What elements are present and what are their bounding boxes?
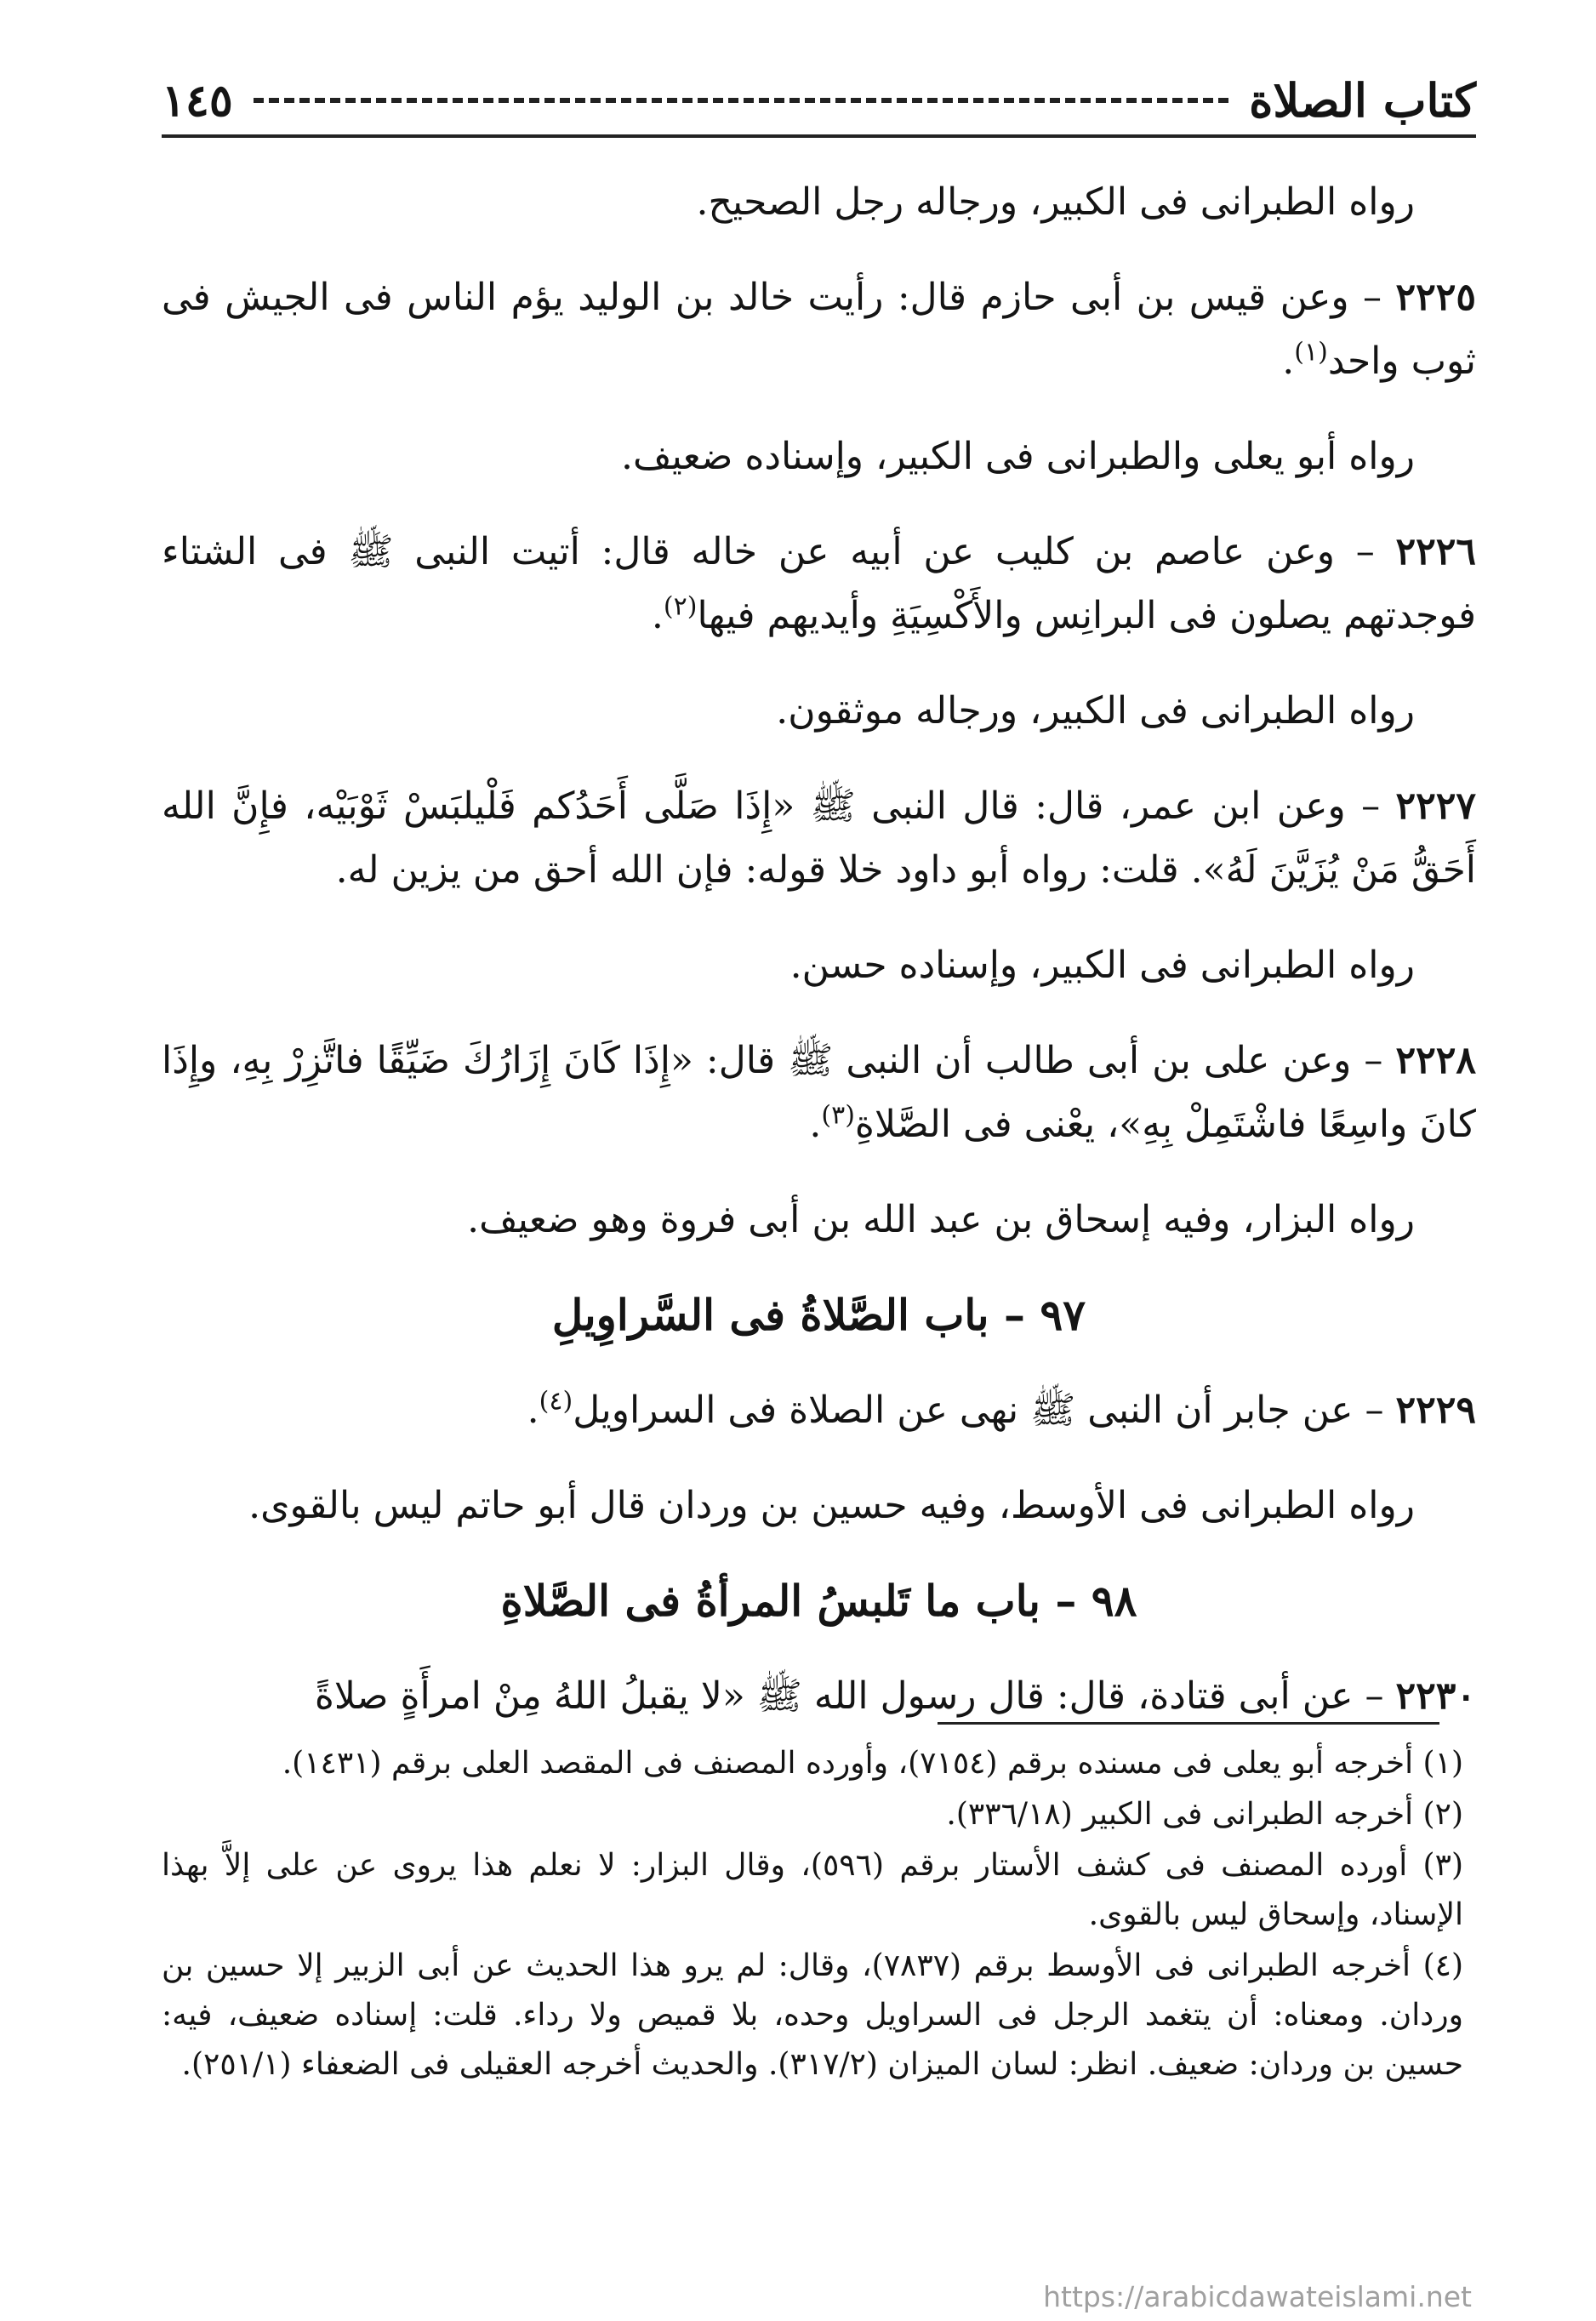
chapter-heading-97: ٩٧ – باب الصَّلاةُ فى السَّراوِيلِ	[551, 1290, 1086, 1340]
hadith-2229: ٢٢٢٩ – عن جابر أن النبى ﷺ نهى عن الصلاة فى السراويل$^{(٤)}$.	[527, 1386, 1476, 1432]
hadith-number: ٢٢٢٥	[1395, 276, 1476, 319]
source-note: رواه الطبرانى فى الأوسط، وفيه حسين بن وردان قال أبو حاتم ليس بالقوى.	[248, 1484, 1415, 1527]
watermark-url: https://arabicdawateislami.net	[1043, 2280, 1472, 2313]
chapter-heading-98: ٩٨ – باب ما تَلبسُ المرأةُ فى الصَّلاةِ	[500, 1576, 1137, 1626]
footnote-ref: (٢)	[663, 591, 698, 622]
hadith-number: ٢٢٣٠	[1395, 1674, 1476, 1718]
footnote-ref: (٤)	[539, 1386, 573, 1417]
source-note: رواه الطبرانى فى الكبير، ورجاله رجل الصحيح.	[696, 180, 1415, 224]
hadith-text: – وعن ابن عمر، قال: قال النبى ﷺ «إِذَا صَلَّى أَحَدُكم فَلْيلبَسْ ثَوْبَيْه، فإِنَّ الله أَحَقُّ مَنْ يُزَيَّنَ لَهُ». قلت: رواه أبو داود خلا قوله: فإن الله أحق من يزين له.	[162, 784, 1476, 892]
footnotes	[162, 1739, 1463, 2091]
main-text	[162, 170, 1476, 1759]
source-note: رواه أبو يعلى والطبرانى فى الكبير، وإسناده ضعيف.	[620, 435, 1415, 478]
hadith-2226: ٢٢٢٦ – وعن عاصم بن كليب عن أبيه عن خاله قال: أتيت النبى ﷺ فى الشتاء فوجدتهم يصلون فى البرانِس والأَكْسِيَةِ وأيديهم فيها$^{(٢)}$.	[162, 530, 1476, 637]
hadith-number: ٢٢٢٦	[1395, 530, 1476, 573]
hadith-number: ٢٢٢٩	[1395, 1389, 1476, 1432]
hadith-2225: ٢٢٢٥ – وعن قيس بن أبى حازم قال: رأيت خالد بن الوليد يؤم الناس فى الجيش فى ثوب واحد$^{(١)}$.	[162, 276, 1476, 383]
hadith-2230	[162, 1664, 1476, 1728]
book-title: كتاب الصلاة	[1249, 73, 1476, 128]
hadith-number: ٢٢٢٨	[1395, 1039, 1476, 1082]
hadith-number: ٢٢٢٧	[1395, 784, 1476, 828]
source-note: رواه الطبرانى فى الكبير، ورجاله موثقون.	[776, 689, 1415, 733]
hadith-text: – عن جابر أن النبى ﷺ نهى عن الصلاة فى السراويل	[573, 1389, 1396, 1432]
footnote-1: (١) أخرجه أبو يعلى فى مسنده برقم (٧١٥٤)، وأورده المصنف فى المقصد العلى برقم (١٤٣١).	[282, 1746, 1463, 1781]
footnote-ref: (١)	[1294, 337, 1328, 368]
footnote-separator	[938, 1722, 1439, 1725]
page-header	[162, 66, 1476, 138]
hadith-2228: ٢٢٢٨ – وعن على بن أبى طالب أن النبى ﷺ قال: «إِذَا كَانَ إِزَارُكَ ضَيِّقًا فاتَّزِرْ بِهِ، وإِذَا كانَ واسِعًا فاشْتَمِلْ بِهِ»، يعْنى فى الصَّلاةِ$^{(٣)}$.	[162, 1039, 1476, 1146]
source-note: رواه البزار، وفيه إسحاق بن عبد الله بن أبى فروة وهو ضعيف.	[467, 1198, 1415, 1241]
page-number: ١٤٥	[162, 74, 233, 127]
footnote-2: (٢) أخرجه الطبرانى فى الكبير (٣٣٦/١٨).	[946, 1797, 1463, 1832]
source-note: رواه الطبرانى فى الكبير، وإسناده حسن.	[789, 944, 1415, 987]
hadith-text: – عن أبى قتادة، قال: قال رسول الله ﷺ «لا يقبلُ اللهُ مِنْ امرأَةٍ صلاةً	[314, 1674, 1396, 1718]
hadith-2227	[162, 774, 1476, 902]
footnote-ref: (٣)	[821, 1100, 855, 1131]
header-dashes	[254, 98, 1228, 103]
hadith-text: – وعن قيس بن أبى حازم قال: رأيت خالد بن الوليد يؤم الناس فى الجيش فى ثوب واحد	[162, 276, 1476, 383]
footnote-3: (٣) أورده المصنف فى كشف الأستار برقم (٥٩٦)، وقال البزار: لا نعلم هذا يروى عن على إلاَّ بهذا الإسناد، وإسحاق ليس بالقوى.	[162, 1848, 1463, 1932]
footnote-4: (٤) أخرجه الطبرانى فى الأوسط برقم (٧٨٣٧)، وقال: لم يرو هذا الحديث عن أبى الزبير إلا حسين بن وردان. ومعناه: أن يتغمد الرجل فى السراويل وحده، بلا قميص ولا رداء. قلت: إسناده ضعيف، فيه: حسين بن وردان: ضعيف. انظر: لسان الميزان (٣١٧/٢). والحديث أخرجه العقيلى فى الضعفاء (٢٥١/١).	[162, 1948, 1464, 2082]
hadith-text: – وعن على بن أبى طالب أن النبى ﷺ قال: «إِذَا كَانَ إِزَارُكَ ضَيِّقًا فاتَّزِرْ بِهِ، وإِذَا كانَ واسِعًا فاشْتَمِلْ بِهِ»، يعْنى فى الصَّلاةِ	[162, 1039, 1476, 1146]
hadith-text: – وعن عاصم بن كليب عن أبيه عن خاله قال: أتيت النبى ﷺ فى الشتاء فوجدتهم يصلون فى البرانِس والأَكْسِيَةِ وأيديهم فيها	[162, 530, 1476, 637]
